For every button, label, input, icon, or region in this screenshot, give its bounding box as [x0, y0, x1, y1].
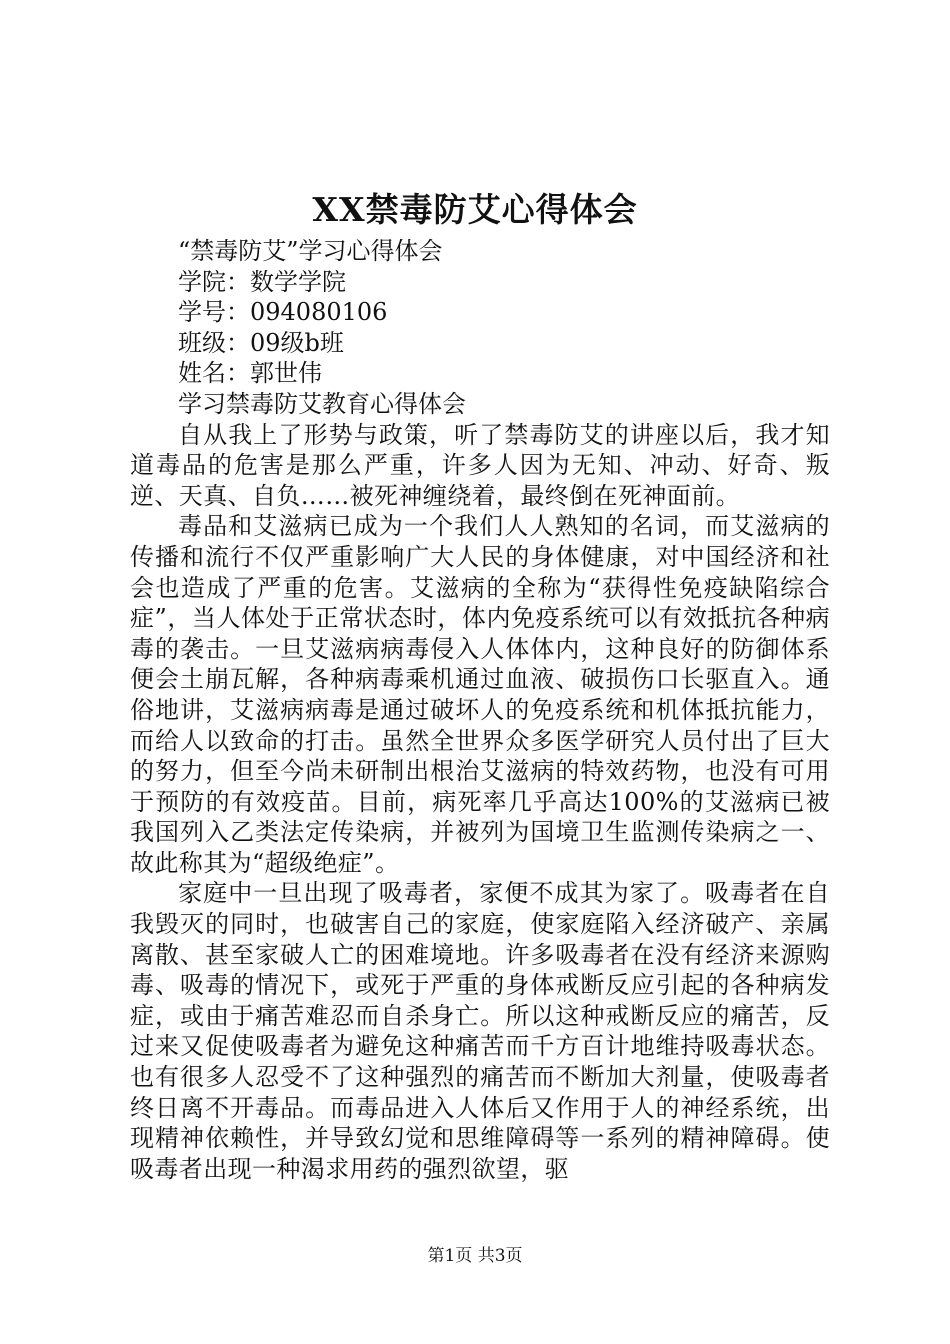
paragraph-2: 毒品和艾滋病已成为一个我们人人熟知的名词，而艾滋病的传播和流行不仅严重影响广大人民的身体健康，对中国经济和社会也造成了严重的危害。艾滋病的全称为“获得性免疫缺陷综合症”，当人体处于正常状态时，体内免疫系统可以有效抵抗各种病毒的袭击。一旦艾滋病病毒侵入人体体内，这种良好的防御体系便会土崩瓦解，各种病毒乘机通过血液、破损伤口长驱直入。通俗地讲，艾滋病病毒是通过破坏人的免疫系统和机体抵抗能力，而给人以致命的打击。虽然全世界众多医学研究人员付出了巨大的努力，但至今尚未研制出根治艾滋病的特效药物，也没有可用于预防的有效疫苗。目前，病死率几乎高达100%的艾滋病已被我国列入乙类法定传染病，并被列为国境卫生监测传染病之一、故此称其为“超级绝症”。	[130, 512, 830, 877]
subtitle-line: “禁毒防艾”学习心得体会	[178, 237, 443, 265]
class-line: 班级：09级b班	[178, 328, 344, 357]
page-number-footer: 第1页 共3页	[427, 1246, 523, 1266]
document-title: XX禁毒防艾心得体会	[312, 190, 638, 229]
document-body	[130, 236, 830, 1184]
student-id-line: 学号：094080106	[178, 298, 388, 327]
college-line: 学院：数学学院	[178, 267, 346, 296]
name-line: 姓名：郭世伟	[178, 359, 322, 388]
paragraph-1: 自从我上了形势与政策，听了禁毒防艾的讲座以后，我才知道毒品的危害是那么严重，许多人因为无知、冲动、好奇、叛逆、天真、自负……被死神缠绕着，最终倒在死神面前。	[130, 420, 830, 510]
paragraph-3: 家庭中一旦出现了吸毒者，家便不成其为家了。吸毒者在自我毁灭的同时，也破害自己的家庭，使家庭陷入经济破产、亲属离散、甚至家破人亡的困难境地。许多吸毒者在没有经济来源购毒、吸毒的情况下，或死于严重的身体戒断反应引起的各种病发症，或由于痛苦难忍而自杀身亡。所以这种戒断反应的痛苦，反过来又促使吸毒者为避免这种痛苦而千方百计地维持吸毒状态。也有很多人忍受不了这种强烈的痛苦而不断加大剂量，使吸毒者终日离不开毒品。而毒品进入人体后又作用于人的神经系统，出现精神依赖性，并导致幻觉和思维障碍等一系列的精神障碍。使吸毒者出现一种渴求用药的强烈欲望，驱	[130, 879, 830, 1183]
section-heading: 学习禁毒防艾教育心得体会	[178, 389, 466, 418]
